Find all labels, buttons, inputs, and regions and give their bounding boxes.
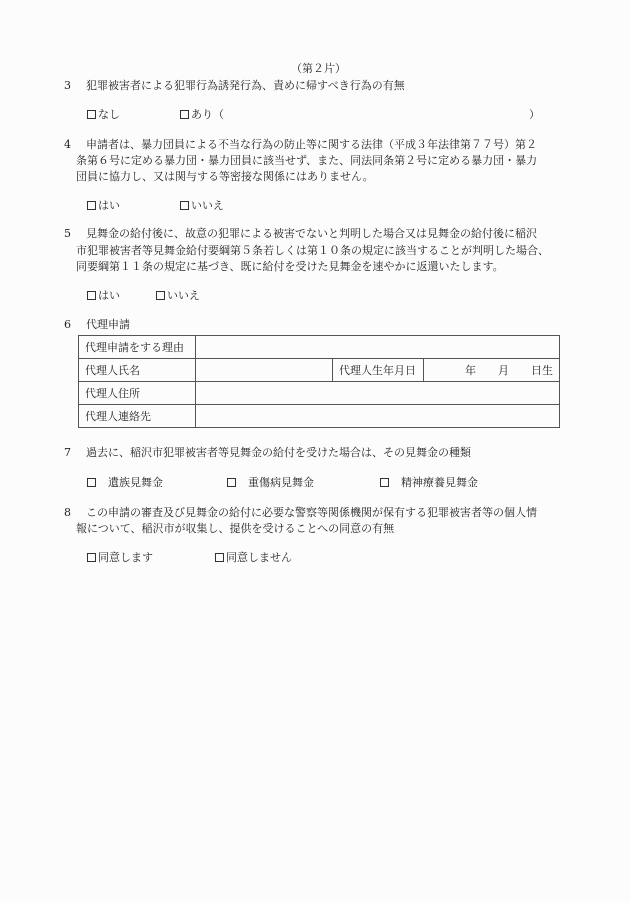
q5-option-no[interactable]	[156, 289, 200, 303]
q7-option-bereaved-label: 遺族見舞金	[108, 476, 163, 489]
proxy-name-label: 代理人氏名	[79, 359, 196, 382]
dob-day-label: 日生	[531, 364, 553, 377]
q5-line-1	[64, 227, 537, 241]
q7-text: 過去に、稲沢市犯罪被害者等見舞金の給付を受けた場合は、その見舞金の種類	[86, 446, 471, 459]
checkbox-icon[interactable]	[87, 553, 96, 562]
q7-option-mental-care-label: 精神療養見舞金	[401, 476, 478, 489]
q7-question	[64, 446, 471, 460]
q3-close-paren: ）	[529, 108, 540, 121]
table-row	[79, 336, 560, 359]
dob-month-label: 月	[498, 364, 509, 377]
q5-option-no-label: いいえ	[167, 289, 200, 302]
proxy-application-table	[78, 335, 560, 428]
q4-line-2: 条第６号に定める暴力団・暴力団員に該当せず、また、同法同条第２号に定める暴力団・暴力	[76, 154, 538, 167]
checkbox-icon[interactable]	[87, 478, 96, 487]
q5-line-3: 同要綱第１１条の規定に基づき、既に給付を受けた見舞金を速やかに返還いたします。	[76, 260, 504, 273]
q7-option-serious-injury-label: 重傷病見舞金	[248, 476, 314, 489]
checkbox-icon[interactable]	[87, 201, 96, 210]
q4-text-1: 申請者は、暴力団員による不当な行為の防止等に関する法律（平成３年法律第７７号）第２	[86, 138, 537, 151]
q4-option-yes[interactable]	[87, 199, 120, 213]
q3-option-none-label: なし	[98, 108, 120, 121]
q8-number: 8	[64, 506, 71, 519]
q7-number: 7	[64, 446, 71, 459]
q3-option-none[interactable]	[87, 108, 120, 122]
q5-line-2: 市犯罪被害者等見舞金給付要綱第５条若しくは第１０条の規定に該当することが判明した場合、	[76, 244, 549, 257]
q7-option-serious-injury[interactable]	[227, 476, 314, 490]
q8-line-1	[64, 506, 537, 520]
checkbox-icon[interactable]	[87, 110, 96, 119]
proxy-dob-label: 代理人生年月日	[333, 359, 424, 382]
dob-year-label: 年	[465, 364, 476, 377]
q3-reason-field[interactable]	[205, 106, 530, 122]
q5-number: 5	[64, 227, 71, 240]
q5-text-1: 見舞金の給付後に、故意の犯罪による被害でないと判明した場合又は見舞金の給付後に稲沢	[86, 227, 537, 240]
checkbox-icon[interactable]	[227, 478, 236, 487]
checkbox-icon[interactable]	[180, 201, 189, 210]
page-label: （第２片）	[291, 62, 346, 75]
q8-option-agree[interactable]	[87, 551, 153, 565]
checkbox-icon[interactable]	[156, 291, 165, 300]
q4-option-no-label: いいえ	[191, 199, 224, 212]
proxy-address-field[interactable]	[196, 382, 560, 405]
q6-heading	[64, 318, 130, 332]
proxy-name-field[interactable]	[196, 359, 333, 382]
q4-line-3: 団員に協力し、又は関与する等密接な関係にはありません。	[76, 170, 374, 183]
checkbox-icon[interactable]	[380, 478, 389, 487]
q8-line-2: 報について、稲沢市が収集し、提供を受けることへの同意の有無	[76, 522, 395, 535]
q8-text-1: この申請の審査及び見舞金の給付に必要な警察等関係機関が保有する犯罪被害者等の個人情	[86, 506, 537, 519]
proxy-dob-field[interactable]	[424, 359, 560, 382]
reason-label: 代理申請をする理由	[79, 336, 196, 359]
q7-option-mental-care[interactable]	[380, 476, 478, 490]
q6-number: 6	[64, 318, 71, 331]
q6-title: 代理申請	[86, 318, 130, 331]
proxy-contact-field[interactable]	[196, 405, 560, 428]
q5-option-yes[interactable]	[87, 289, 120, 303]
q3-option-yes-label: あり（	[191, 108, 224, 121]
q3-text: 犯罪被害者による犯罪行為誘発行為、責めに帰すべき行為の有無	[86, 79, 405, 92]
table-row	[79, 382, 560, 405]
table-row	[79, 359, 560, 382]
q3-question	[64, 79, 405, 93]
q4-option-yes-label: はい	[98, 199, 120, 212]
q8-option-disagree-label: 同意しません	[226, 551, 292, 564]
q8-option-agree-label: 同意します	[98, 551, 153, 564]
checkbox-icon[interactable]	[87, 291, 96, 300]
q8-option-disagree[interactable]	[215, 551, 292, 565]
checkbox-icon[interactable]	[215, 553, 224, 562]
checkbox-icon[interactable]	[180, 110, 189, 119]
q4-number: 4	[64, 138, 71, 151]
q3-number: 3	[64, 79, 71, 92]
q7-option-bereaved[interactable]	[87, 476, 163, 490]
proxy-contact-label: 代理人連絡先	[79, 405, 196, 428]
q4-option-no[interactable]	[180, 199, 224, 213]
table-row	[79, 405, 560, 428]
q5-option-yes-label: はい	[98, 289, 120, 302]
proxy-address-label: 代理人住所	[79, 382, 196, 405]
q4-line-1	[64, 138, 537, 152]
reason-field[interactable]	[196, 336, 560, 359]
